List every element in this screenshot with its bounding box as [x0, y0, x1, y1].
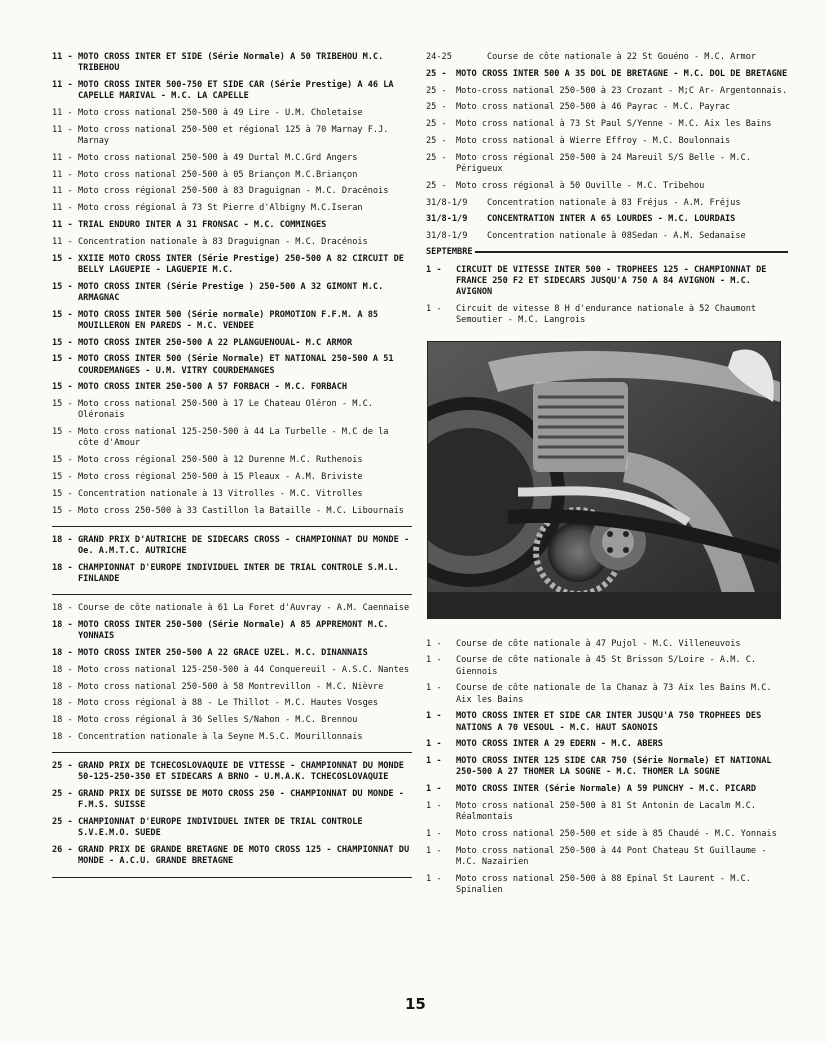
event-entry: [426, 683, 788, 705]
event-entry: [52, 732, 412, 743]
event-date: 11 -: [52, 80, 73, 90]
event-description: Moto cross national 250-500 à 49 Durtal M.C.Grd Angers: [78, 152, 358, 163]
event-entry: [52, 108, 412, 119]
event-description: Course de côte nationale à 47 Pujol - M.C. Villeneuvois: [456, 638, 741, 649]
event-description: Course de côte nationale de la Chanaz à 73 Aix les Bains M.C. Aix les Bains: [456, 683, 772, 705]
event-description: Concentration nationale à 83 Draguignan - M.C. Dracénois: [78, 236, 368, 247]
event-description: XXIIE MOTO CROSS INTER (Série Prestige) 250-500 A 82 CIRCUIT DE BELLY LAGUEPIE - LAGUEPIE M.C.: [78, 253, 404, 275]
event-description: Moto cross régional 250-500 à 12 Durenne M.C. Ruthenois: [78, 455, 363, 466]
event-description: Moto cross national 250-500 à 44 Pont Chateau St Guillaume - M.C. Nazairien: [456, 845, 767, 867]
event-description: Moto cross national 250-500 à 81 St Antonin de Lacalm M.C. Réalmontais: [456, 800, 757, 823]
event-entry: [52, 125, 412, 147]
event-entry: [426, 52, 788, 63]
event-entry: [52, 427, 412, 449]
event-entry: [52, 237, 412, 248]
event-date: 15 -: [52, 354, 73, 365]
september-events-bottom: [426, 639, 788, 897]
event-description: MOTO CROSS INTER 250-500 (Série Normale) A 85 APPREMONT M.C. YONNAIS: [78, 619, 389, 642]
event-date: 15 -: [52, 309, 73, 320]
event-description: Moto-cross national 250-500 à 23 Crozant - M;C Ar- Argentonnais.: [456, 85, 788, 96]
event-description: Moto cross national 250-500 à 58 Montrevillon - M.C. Nièvre: [78, 681, 384, 692]
event-date: 1 -: [426, 845, 442, 856]
event-date: 1 -: [426, 828, 442, 839]
event-date: 1 -: [426, 655, 442, 666]
event-entry: [52, 354, 412, 376]
event-date: 18 -: [52, 681, 73, 692]
event-date: 15 -: [52, 455, 73, 466]
event-entry: [426, 69, 788, 80]
event-entry: [52, 761, 412, 783]
event-entry: [52, 80, 412, 102]
event-description: Moto cross régional 250-500 à 24 Mareuil S/S Belle - M.C. Périgueux: [456, 152, 751, 174]
event-description: Moto cross national 250-500 à 88 Epinal St Laurent - M.C. Spinalien: [456, 873, 751, 895]
event-date: 25 -: [426, 68, 447, 79]
event-description: Concentration nationale à 13 Vitrolles - M.C. Vitrolles: [78, 488, 363, 499]
event-description: Moto cross régional à 50 Ouville - M.C. Tribehou: [456, 180, 705, 191]
event-date: 11 -: [52, 236, 73, 247]
event-description: Moto cross régional à 36 Selles S/Nahon - M.C. Brennou: [78, 715, 358, 726]
event-entry: [426, 639, 788, 650]
event-entry: [52, 472, 412, 483]
event-description: GRAND PRIX DE TCHECOSLOVAQUIE DE VITESSE - CHAMPIONNAT DU MONDE 50-125-250-350 ET SIDECARS A BRNO - U.M.A.K. TCHECOSLOVAQUIE: [78, 761, 404, 783]
event-entry: [52, 715, 412, 726]
event-description: Moto cross national 125-250-500 à 44 La Turbelle - M.C de la côte d'Amour: [78, 427, 389, 449]
event-entry: [52, 535, 412, 557]
event-entry: [52, 455, 412, 466]
event-description: Course de côte nationale à 61 La Foret d'Auvray - A.M. Caennaise: [78, 603, 410, 614]
event-entry: [426, 739, 788, 750]
event-entry: [426, 874, 788, 896]
event-date: 25 -: [426, 85, 447, 96]
event-entry: [52, 648, 412, 659]
event-entry: [52, 310, 412, 332]
event-entry: [52, 665, 412, 676]
event-date: 11 -: [52, 203, 73, 214]
event-description: MOTO CROSS INTER 250-500 A 57 FORBACH - M.C. FORBACH: [78, 382, 348, 393]
event-entry: [426, 136, 788, 147]
event-date: 18 -: [52, 647, 73, 658]
section-title: SEPTEMBRE: [426, 246, 473, 257]
event-date: 11 -: [52, 169, 73, 180]
event-description: Moto cross régional 250-500 à 15 Pleaux - A.M. Briviste: [78, 471, 363, 482]
event-description: Course de côte nationale à 45 St Brisson S/Loire - A.M. C. Giennois: [456, 655, 757, 677]
event-description: Moto cross national 250-500 à 05 Briançon M.C.Briançon: [78, 169, 358, 180]
event-date: 15 -: [52, 337, 73, 348]
event-date: 31/8-1/9: [426, 231, 468, 242]
event-date: 18 -: [52, 731, 73, 742]
event-date: 25 -: [52, 817, 73, 828]
event-entry: [52, 220, 412, 231]
event-date: 1 -: [426, 638, 442, 649]
event-date: 31/8-1/9: [426, 197, 468, 208]
event-date: 15 -: [52, 471, 73, 482]
event-date: 24-25: [426, 52, 452, 62]
event-entry: [52, 506, 412, 517]
event-description: CIRCUIT DE VITESSE INTER 500 - TROPHEES 125 - CHAMPIONNAT DE FRANCE 250 F2 ET SIDECARS JUSQU'A 750 A 84 AVIGNON - M.C. AVIGNON: [456, 264, 767, 298]
event-description: Moto cross régional à 88 - Le Thillot - M.C. Hautes Vosges: [78, 698, 379, 709]
event-description: MOTO CROSS INTER 250-500 A 22 GRACE UZEL. M.C. DINANNAIS: [78, 647, 368, 658]
event-date: 15 -: [52, 281, 73, 292]
event-date: 15 -: [52, 488, 73, 499]
event-date: 25 -: [426, 135, 447, 146]
event-date: 25 -: [52, 789, 73, 800]
event-date: 25 -: [426, 180, 447, 191]
event-entry: [426, 198, 788, 209]
event-entry: [426, 784, 788, 795]
event-date: 1 -: [426, 800, 442, 811]
event-date: 1 -: [426, 304, 442, 315]
event-date: 15 -: [52, 427, 73, 438]
event-date: 1 -: [426, 756, 442, 767]
event-entry: [52, 489, 412, 500]
event-date: 1 -: [426, 683, 442, 694]
event-description: Moto cross régional à 73 St Pierre d'Albigny M.C.Iseran: [78, 203, 363, 214]
event-date: 26 -: [52, 845, 73, 856]
event-date: 11 -: [52, 108, 73, 118]
event-description: MOTO CROSS INTER (Série Normale) A 59 PUNCHY - M.C. PICARD: [456, 784, 757, 795]
event-description: Moto cross national 250-500 à 17 Le Chateau Oléron - M.C. Oléronais: [78, 399, 373, 421]
september-heading: [426, 247, 788, 257]
event-description: TRIAL ENDURO INTER A 31 FRONSAC - M.C. COMMINGES: [78, 219, 327, 230]
event-description: CHAMPIONNAT D'EUROPE INDIVIDUEL INTER DE TRIAL CONTROLE S.V.E.M.O. SUEDE: [78, 817, 363, 839]
event-entry: [52, 52, 412, 74]
event-description: Concentration nationale à la Seyne M.S.C. Mourillonnais: [78, 731, 363, 742]
event-entry: [52, 170, 412, 181]
event-description: CONCENTRATION INTER A 65 LOURDES - M.C. LOURDAIS: [487, 214, 736, 225]
event-description: Concentration nationale à 08Sedan - A.M. Sedanaise: [487, 231, 746, 242]
event-entry: [426, 304, 788, 326]
event-entry: [52, 698, 412, 709]
event-description: MOTO CROSS INTER 250-500 A 22 PLANGUENOUAL- M.C ARMOR: [78, 337, 353, 348]
event-description: MOTO CROSS INTER 500 (Série Normale) ET NATIONAL 250-500 A 51 COURDEMANGES - U.M. VITRY COURDEMANGES: [78, 354, 394, 376]
event-description: MOTO CROSS INTER A 29 EDERN - M.C. ABERS: [456, 739, 663, 750]
left-column: [52, 52, 412, 886]
event-description: Moto cross national 250-500 à 46 Payrac - M.C. Payrac: [456, 102, 731, 113]
event-description: MOTO CROSS INTER 500 A 35 DOL DE BRETAGNE - M.C. DOL DE BRETAGNE: [456, 68, 788, 79]
right-column: [426, 52, 788, 902]
event-description: GRAND PRIX DE SUISSE DE MOTO CROSS 250 - CHAMPIONNAT DU MONDE - F.M.S. SUISSE: [78, 789, 404, 811]
motorcycle-engine-photo: [427, 341, 781, 619]
event-entry: [52, 563, 412, 585]
event-entry: [52, 620, 412, 642]
event-date: 18 -: [52, 619, 73, 630]
event-description: MOTO CROSS INTER ET SIDE (Série Normale) A 50 TRIBEHOU M.C. TRIBEHOU: [78, 52, 384, 74]
event-description: Circuit de vitesse 8 H d'endurance nationale à 52 Chaumont Semoutier - M.C. Langrois: [456, 304, 757, 326]
event-date: 18 -: [52, 698, 73, 709]
event-description: MOTO CROSS INTER (Série Prestige ) 250-500 A 32 GIMONT M.C. ARMAGNAC: [78, 281, 384, 303]
event-entry: [52, 399, 412, 421]
section-divider: [52, 877, 412, 878]
event-description: MOTO CROSS INTER 500 (Série normale) PROMOTION F.F.M. A 85 MOUILLERON EN PAREDS - M.C. VENDEE: [78, 309, 379, 331]
section-divider: [52, 526, 412, 527]
event-description: CHAMPIONNAT D'EUROPE INDIVIDUEL INTER DE TRIAL CONTROLE S.M.L. FINLANDE: [78, 562, 399, 584]
event-date: 11 -: [52, 219, 73, 230]
event-entry: [426, 756, 788, 778]
section-divider: [52, 752, 412, 753]
event-date: 18 -: [52, 664, 73, 675]
event-entry: [52, 789, 412, 811]
section-divider: [52, 594, 412, 595]
event-date: 25 -: [426, 152, 447, 163]
event-description: Course de côte nationale à 22 St Gouéno - M.C. Armor: [487, 52, 757, 62]
event-entry: [426, 102, 788, 113]
event-description: MOTO CROSS INTER 125 SIDE CAR 750 (Série Normale) ET NATIONAL 250-500 A 27 THOMER LA SOGNE - M.C. THOMER LA SOGNE: [456, 756, 772, 778]
event-entry: [52, 845, 412, 867]
august-end-events: [426, 52, 788, 242]
event-date: 1 -: [426, 264, 442, 275]
event-date: 25 -: [426, 119, 447, 130]
event-date: 11 -: [52, 52, 73, 62]
event-entry: [426, 711, 788, 733]
event-date: 18 -: [52, 562, 73, 573]
event-date: 1 -: [426, 739, 442, 750]
event-date: 1 -: [426, 711, 442, 722]
event-entry: [52, 186, 412, 197]
event-date: 11 -: [52, 152, 73, 163]
event-entry: [426, 181, 788, 192]
event-date: 1 -: [426, 784, 442, 795]
event-entry: [426, 829, 788, 840]
event-entry: [52, 203, 412, 214]
section-underline: [475, 251, 788, 253]
event-entry: [52, 382, 412, 393]
event-entry: [426, 119, 788, 130]
event-description: Moto cross régional 250-500 à 83 Draguignan - M.C. Dracénois: [78, 186, 389, 197]
event-entry: [426, 846, 788, 868]
event-description: MOTO CROSS INTER 500-750 ET SIDE CAR (Série Prestige) A 46 LA CAPELLE MARIVAL - M.C. LA CAPELLE: [78, 80, 394, 102]
event-date: 18 -: [52, 715, 73, 726]
event-date: 18 -: [52, 534, 73, 545]
september-events-top: [426, 265, 788, 327]
event-date: 18 -: [52, 603, 73, 614]
event-entry: [426, 231, 788, 242]
event-entry: [426, 153, 788, 175]
event-entry: [426, 265, 788, 299]
event-description: Moto cross national 250-500 à 49 Lire - U.M. Choletaise: [78, 108, 363, 118]
event-date: 15 -: [52, 253, 73, 264]
event-description: Moto cross national 250-500 et régional 125 à 70 Marnay F.J. Marnay: [78, 124, 389, 146]
event-entry: [426, 801, 788, 823]
event-entry: [52, 153, 412, 164]
event-entry: [52, 817, 412, 839]
event-description: GRAND PRIX DE GRANDE BRETAGNE DE MOTO CROSS 125 - CHAMPIONNAT DU MONDE - A.C.U. GRANDE BRETAGNE: [78, 845, 410, 867]
event-date: 25 -: [426, 102, 447, 113]
event-description: Moto cross national à Wierre Effroy - M.C. Boulonnais: [456, 135, 731, 146]
event-date: 1 -: [426, 873, 442, 884]
event-date: 11 -: [52, 186, 73, 197]
event-description: Concentration nationale à 83 Fréjus - A.M. Fréjus: [487, 197, 741, 208]
event-entry: [426, 655, 788, 677]
event-entry: [52, 603, 412, 614]
event-entry: [52, 254, 412, 276]
event-description: GRAND PRIX D'AUTRICHE DE SIDECARS CROSS - CHAMPIONNAT DU MONDE - Oe. A.M.T.C. AUTRICHE: [78, 534, 410, 556]
event-date: 15 -: [52, 505, 73, 516]
event-entry: [52, 682, 412, 693]
event-description: Moto cross 250-500 à 33 Castillon la Bataille - M.C. Libournais: [78, 505, 404, 516]
event-entry: [52, 338, 412, 349]
event-description: Moto cross national à 73 St Paul S/Yenne - M.C. Aix les Bains: [456, 119, 772, 130]
event-date: 11 -: [52, 124, 73, 135]
event-description: Moto cross national 250-500 et side à 85 Chaudé - M.C. Yonnais: [456, 828, 777, 839]
event-date: 25 -: [52, 761, 73, 772]
event-description: Moto cross national 125-250-500 à 44 Conquereuil - A.S.C. Nantes: [78, 664, 410, 675]
event-entry: [426, 214, 788, 225]
event-entry: [426, 86, 788, 97]
page-number: 15: [405, 995, 426, 1013]
event-date: 15 -: [52, 382, 73, 393]
event-entry: [52, 282, 412, 304]
event-date: 15 -: [52, 399, 73, 410]
event-date: 31/8-1/9: [426, 214, 468, 225]
event-description: MOTO CROSS INTER ET SIDE CAR INTER JUSQU'A 750 TROPHEES DES NATIONS A 70 VESOUL - M.C. HAUT SAONOIS: [456, 711, 762, 733]
